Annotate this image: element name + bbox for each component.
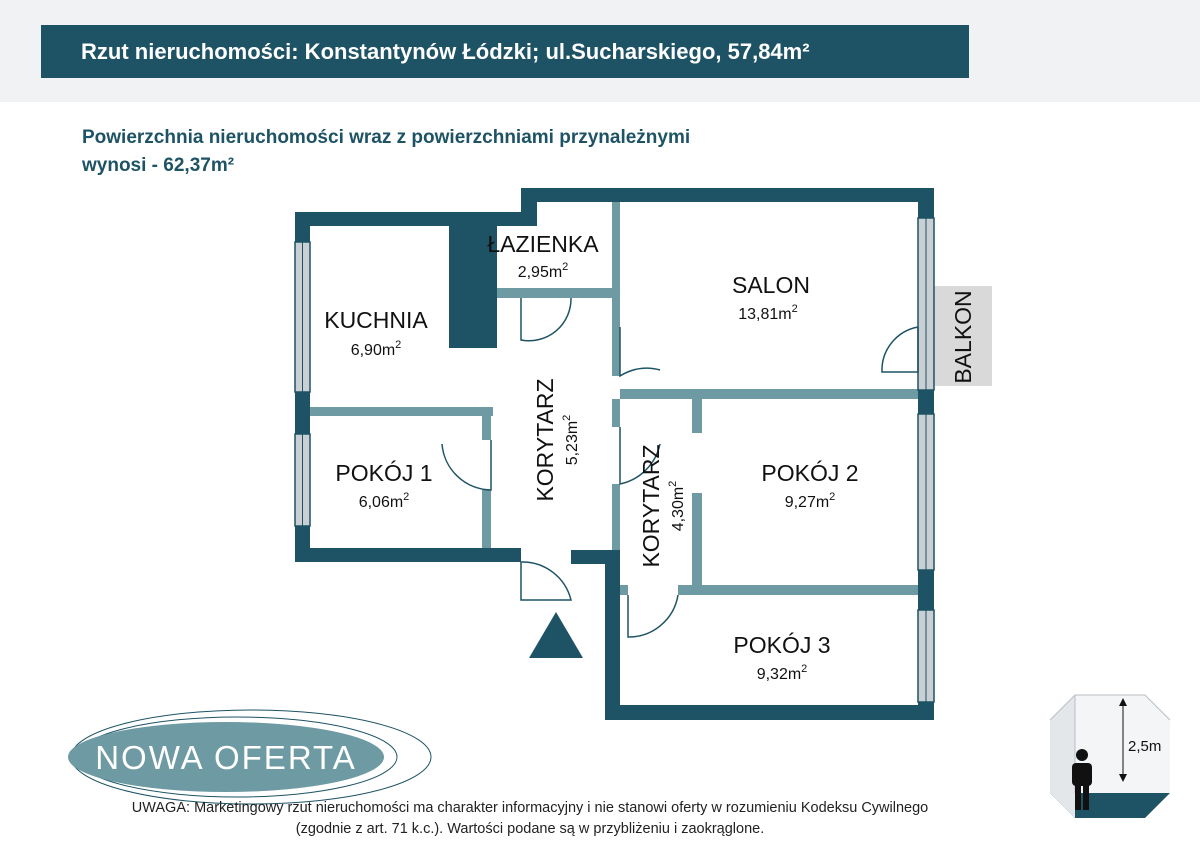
room-name-kuchnia: KUCHNIA: [324, 307, 428, 333]
label-korytarz2: [638, 444, 687, 567]
room-name-pokoj3: POKÓJ 3: [733, 632, 831, 658]
door-pokoj1: [442, 440, 491, 490]
room-area-salon: $13,81m^2$: [738, 303, 798, 323]
label-korytarz1: [532, 378, 581, 501]
room-area-lazienka: $2,95m^2$: [517, 261, 569, 281]
room-name-pokoj2: POKÓJ 2: [761, 460, 859, 486]
room-name-korytarz2: KORYTARZ: [638, 444, 664, 568]
door-salon: [620, 327, 660, 376]
subtitle-line-1: Powierzchnia nieruchomości wraz z powierzchniami przynależnymi: [82, 127, 691, 148]
new-offer-label: NOWA OFERTA: [95, 739, 357, 776]
page-title: Rzut nieruchomości: Konstantynów Łódzki; ul.Sucharskiego, 57,84m²: [41, 25, 969, 78]
entrance-triangle-icon: [529, 612, 583, 658]
room-area-pokoj2: $9,27m^2$: [784, 491, 836, 511]
room-area-korytarz1: $5,23m^2$: [561, 414, 581, 466]
disclaimer-line-1: UWAGA: Marketingowy rzut nieruchomości ma charakter informacyjny i nie stanowi oferty w rozumieniu Kodeksu Cywilnego: [131, 800, 929, 816]
subtitle-line-2: wynosi - 62,37m²: [82, 155, 235, 176]
room-area-korytarz2: $4,30m^2$: [667, 480, 687, 532]
room-name-salon: SALON: [732, 272, 810, 298]
room-area-kuchnia: $6,90m^2$: [350, 339, 402, 359]
room-name-korytarz1: KORYTARZ: [532, 378, 558, 502]
disclaimer-line-2: (zgodnie z art. 71 k.c.). Wartości podane są w przybliżeniu i zaokrąglone.: [295, 821, 765, 837]
room-name-balkon: BALKON: [950, 290, 976, 384]
room-name-lazienka: ŁAZIENKA: [487, 231, 599, 257]
new-offer-badge: [68, 710, 431, 804]
disclaimer: [60, 798, 1000, 840]
room-area-pokoj1: $6,06m^2$: [358, 491, 410, 511]
door-lazienka: [521, 298, 571, 341]
door-balkon: [882, 327, 918, 372]
door-entrance: [521, 562, 571, 600]
ceiling-height-label: 2,5m: [1128, 738, 1162, 755]
room-name-pokoj1: POKÓJ 1: [335, 460, 433, 486]
room-area-pokoj3: $9,32m^2$: [756, 663, 808, 683]
inner-walls: [309, 200, 918, 595]
ceiling-height-indicator: [1050, 695, 1170, 818]
door-pokoj3: [628, 595, 678, 637]
